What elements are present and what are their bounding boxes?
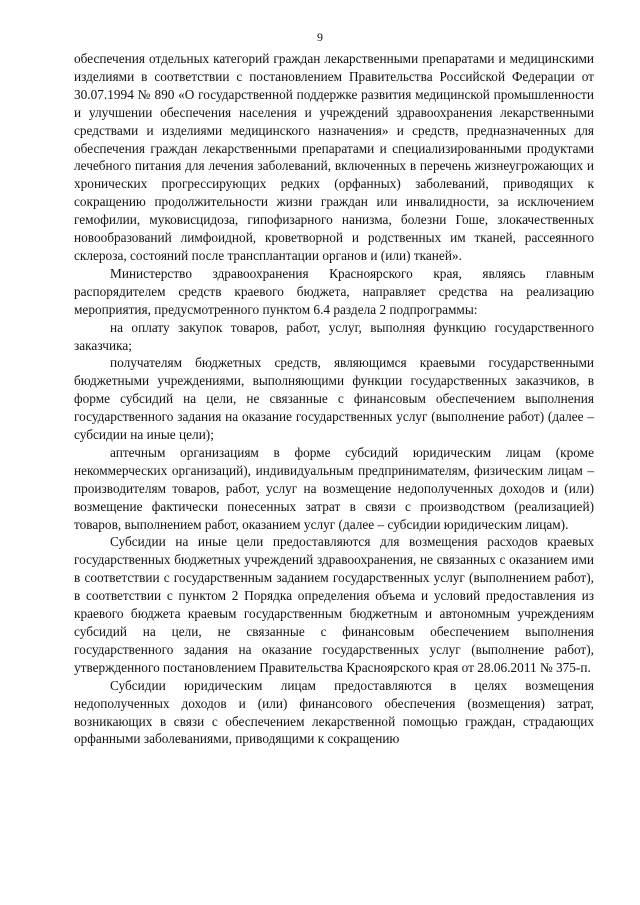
paragraph-pharmacies: аптечным организациям в форме субсидий юридическим лицам (кроме некоммерческих организаций), индивидуальным предпринимателям, физическим лицам – производителям товаров, работ, услуг на возмещение недополученных доходов и (или) возмещение фактически понесенных затрат в связи с производством (реализацией) товаров, выполнением работ, оказанием услуг (далее – субсидии юридическим лицам). xyxy=(74,444,594,532)
paragraph-continuation: обеспечения отдельных категорий граждан лекарственными препаратами и медицинскими изделиями в соответствии с постановлением Правительства Российской Федерации от 30.07.1994 № 890 «О государственной поддержке развития медицинской промышленности и улучшении обеспечения населения и учреждений здравоохранения лекарственными средствами и изделиями медицинского назначения» и средств, предназначенных для обеспечения граждан лекарственными препаратами и специализированными продуктами лечебного питания для лечения заболеваний, включенных в перечень жизнеугрожающих и хронических прогрессирующих редких (орфанных) заболеваний, приводящих к сокращению продолжительности жизни граждан или инвалидности, за исключением гемофилии, муковисцидоза, гипофизарного нанизма, болезни Гоше, злокачественных новообразований лимфоидной, кроветворной и родственных им тканей, рассеянного склероза, состояний после трансплантации органов и (или) тканей». xyxy=(74,51,594,263)
paragraph-ministry: Министерство здравоохранения Красноярского края, являясь главным распорядителем средств краевого бюджета, направляет средства на реализацию мероприятия, предусмотренного пунктом 6.4 раздела 2 подпрограммы: xyxy=(74,265,594,317)
body-text xyxy=(74,50,594,748)
paragraph-other-subsidies: Субсидии на иные цели предоставляются для возмещения расходов краевых государственных бюджетных учреждений здравоохранения, не связанных с оказанием ими в соответствии с государственным заданием государственных услуг (выполнением работ), в соответствии с пунктом 2 Порядка определения объема и условий предоставления из краевого бюджета краевым государственным бюджетным и автономным учреждениям субсидий на цели, не связанные с финансовым обеспечением выполнения государственного задания на оказание государственных услуг (выполнение работ), утвержденного постановлением Правительства Красноярского края от 28.06.2011 № 375-п. xyxy=(74,534,594,675)
paragraph-procurement: на оплату закупок товаров, работ, услуг, выполняя функцию государственного заказчика; xyxy=(74,319,594,353)
page-number: 9 xyxy=(317,30,323,44)
paragraph-budget-recipients: получателям бюджетных средств, являющимся краевыми государственными бюджетными учреждениями, выполняющими функции государственных заказчиков, в форме субсидий на цели, не связанные с финансовым обеспечением выполнения государственного задания на оказание государственных услуг (выполнение работ) (далее – субсидии на иные цели); xyxy=(74,355,594,443)
paragraph-legal-entities: Субсидии юридическим лицам предоставляются в целях возмещения недополученных доходов и (или) финансового обеспечения (возмещения) затрат, возникающих в связи с обеспечением лекарственной помощью граждан, страдающих орфанными заболеваниями, приводящими к сокращению xyxy=(74,677,594,747)
